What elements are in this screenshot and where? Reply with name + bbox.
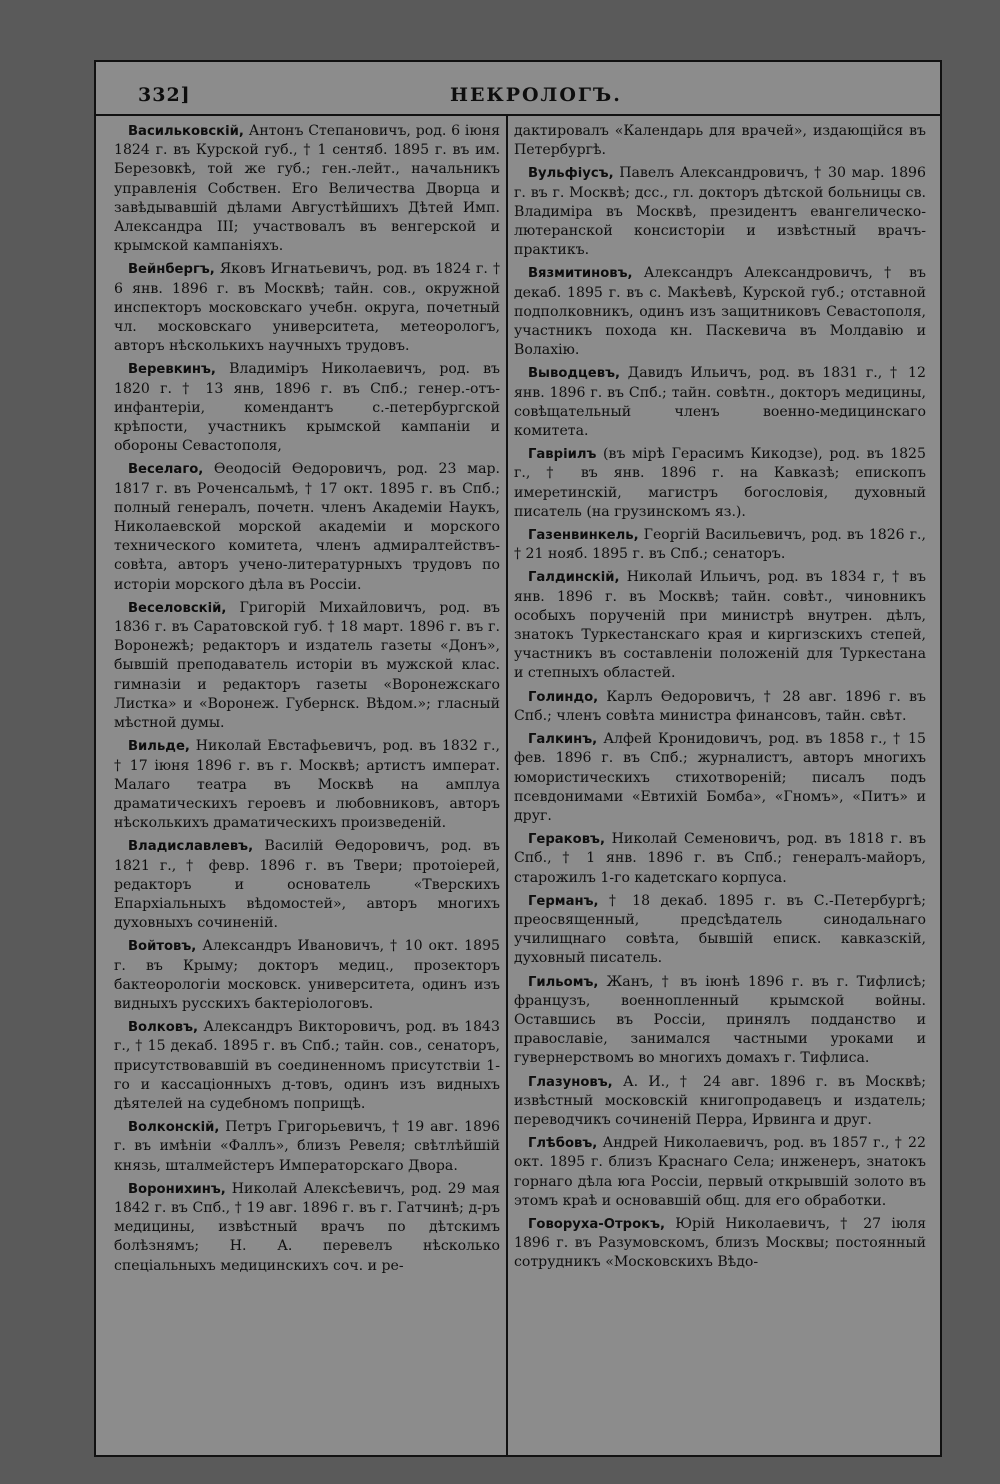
entry-text: Александръ Ивановичъ, † 10 окт. 1895 г. въ Крыму; докторъ медиц., прозекторъ бактеорологіи московск. университета, одинъ изъ видныхъ русскихъ бактеріологовъ. [114,938,500,1012]
entry-headword: Гавріилъ [528,447,597,463]
obituary-entry [514,445,926,522]
entry-text: Петръ Григорьевичъ, † 19 авг. 1896 г. въ имѣніи «Фаллъ», близъ Ревеля; свѣтлѣйшій князь, шталмейстеръ Императорскаго Двора. [114,1119,500,1174]
obituary-entry [514,1134,926,1211]
entry-headword: Галкинъ, [528,732,598,748]
scan-margin [0,1457,1000,1484]
entry-text: † 18 декаб. 1895 г. въ С.-Петербургѣ; преосвященный, предсѣдатель синодальнаго училищнаго совѣта, бывшій еписк. кавказскій, духовный писатель. [514,892,926,967]
entry-headword: Войтовъ, [128,939,197,955]
entry-headword: Владиславлевъ, [128,839,254,855]
entry-text: Николай Алексѣевичъ, род. 29 мая 1842 г. въ Спб., † 19 авг. 1896 г. въ г. Гатчинѣ; д-ръ медицины, извѣстный врачъ по дѣтскимъ болѣзнямъ; Н. А. перевелъ нѣсколько спеціальныхъ медицинскихъ соч. и ре- [114,1180,500,1274]
obituary-entry [514,730,926,826]
entry-text: Григорій Михайловичъ, род. въ 1836 г. въ Саратовской губ. † 18 март. 1896 г. въ г. Воронежѣ; редакторъ и издатель газеты «Донъ», бывшій преподаватель исторіи въ мужской клас. гимназіи и редакторъ газеты «Воронежскаго Листка» и «Воронеж. Губернск. Вѣдом.»; гласный мѣстной думы. [114,599,500,732]
entry-text: Андрей Николаевичъ, род. въ 1857 г., † 22 окт. 1895 г. близъ Краснаго Села; инженеръ, знатокъ горнаго дѣла юга Россіи, первый открывшій золото въ этомъ краѣ и основавшій общ. для его обработки. [514,1135,926,1209]
entry-headword: Германъ, [528,893,599,909]
obituary-entry [514,264,926,360]
entry-headword: Голиндо, [528,689,599,705]
entry-headword: Вильде, [128,739,190,755]
obituary-entry [514,892,926,969]
entry-headword: Глазуновъ, [528,1074,613,1090]
entry-headword: Газенвинкель, [528,528,639,544]
entry-text: Николай Евстафьевичъ, род. въ 1832 г., † 17 іюня 1896 г. въ г. Москвѣ; артистъ императ. Малаго театра въ Москвѣ на амплуа драматическихъ героевъ и любовниковъ, авторъ нѣсколькихъ драматическихъ произведеній. [114,738,500,832]
obituary-entry [114,1018,500,1114]
entry-text: Павелъ Александровичъ, † 30 мар. 1896 г. въ г. Москвѣ; дсс., гл. докторъ дѣтской больницы св. Владиміра въ Москвѣ, президентъ евангелическо-лютеранской консисторіи и извѣстный врачъ-практикъ. [514,165,926,259]
entry-headword: Воронихинъ, [128,1181,226,1197]
obituary-entry [514,364,926,441]
entry-headword: Говоруха-Отрокъ, [528,1216,666,1232]
entry-text: дактировалъ «Календарь для врачей», издающійся въ Петербургѣ. [514,123,926,159]
book-page [94,60,942,1457]
entry-headword: Веревкинъ, [128,362,216,378]
entry-headword: Волконскій, [128,1120,220,1136]
entry-headword: Глѣбовъ, [528,1136,598,1152]
entry-headword: Вейнбергъ, [128,262,215,278]
entry-text: Александръ Викторовичъ, род. въ 1843 г., † 15 декаб. 1895 г. въ Спб.; тайн. сов., сенаторъ, присутствовавшій въ соединенномъ присутствіи 1-го и кассаціонныхъ д-товъ, одинъ изъ видныхъ дѣятелей на судебномъ поприщѣ. [114,1019,500,1112]
page-header [96,62,940,112]
header-rule [96,114,940,116]
obituary-entry [514,122,926,160]
entry-text: Алфей Кронидовичъ, род. въ 1858 г., † 15 фев. 1896 г. въ Спб.; журналистъ, авторъ многихъ юмористическихъ стихотвореній; писалъ подъ псевдонимами «Евтихій Бомба», «Гномъ», «Питъ» и друг. [514,731,926,824]
obituary-entry [514,973,926,1069]
entry-text: Николай Семеновичъ, род. въ 1818 г. въ Спб., † 1 янв. 1896 г. въ Спб.; генералъ-майоръ, старожилъ 1-го кадетскаго корпуса. [514,831,926,886]
obituary-entry [114,599,500,733]
entry-text: Антонъ Степановичъ, род. 6 іюня 1824 г. въ Курской губ., † 1 сентяб. 1895 г. въ им. Березовкѣ, той же губ.; ген.-лейт., начальникъ управленія Собствен. Его Величества Дворца и завѣдывавшій дѣлами Августѣйшихъ Дѣтей Имп. Александра III; участвовалъ въ венгерской и крымской кампаніяхъ. [114,123,500,255]
obituary-entry [114,460,500,594]
obituary-entry [514,526,926,564]
entry-headword: Волковъ, [128,1020,199,1036]
obituary-entry [514,830,926,888]
obituary-entry [114,837,500,933]
obituary-entry [114,937,500,1014]
entry-headword: Выводцевъ, [528,366,621,382]
obituary-entry [114,360,500,456]
obituary-entry [114,1180,500,1276]
entry-headword: Вульфіусъ, [528,166,614,182]
entry-text: А. И., † 24 авг. 1896 г. въ Москвѣ; извѣстный московскій книгопродавецъ и издатель; переводчикъ сочиненій Перра, Ирвинга и друг. [514,1073,926,1128]
entry-text: Карлъ Ѳедоровичъ, † 28 авг. 1896 г. въ Спб.; членъ совѣта министра финансовъ, тайн. свѣт. [514,688,926,724]
column-divider [506,116,508,1457]
entry-headword: Веселаго, [128,462,204,478]
obituary-entry [514,1215,926,1273]
entry-text: Николай Ильичъ, род. въ 1834 г, † въ янв. 1896 г. въ Москвѣ; тайн. совѣт., чиновникъ особыхъ порученій при министрѣ внутрен. дѣлъ, знатокъ Туркестанскаго края и киргизскихъ степей, участникъ въ составленіи положеній для Туркестана и степныхъ областей. [514,569,926,682]
obituary-entry [514,1073,926,1131]
obituary-entry [114,122,500,256]
entry-headword: Веселовскій, [128,600,227,616]
entry-text: Юрій Николаевичъ, † 27 іюля 1896 г. въ Разумовскомъ, близъ Москвы; постоянный сотрудникъ «Московскихъ Вѣдо- [514,1215,926,1271]
left-column [114,122,500,1452]
obituary-entry [114,737,500,833]
entry-text: Яковъ Игнатьевичъ, род. въ 1824 г. † 6 янв. 1896 г. въ Москвѣ; тайн. сов., окружной инспекторъ московскаго учебн. округа, почетный чл. московскаго университета, метеорологъ, авторъ нѣсколькихъ научныхъ трудовъ. [114,261,500,355]
entry-text: Георгій Васильевичъ, род. въ 1826 г., † 21 нояб. 1895 г. въ Спб.; сенаторъ. [514,527,926,563]
running-title: НЕКРОЛОГЪ. [450,84,622,106]
obituary-entry [514,568,926,683]
right-column [514,122,926,1452]
entry-text: Давидъ Ильичъ, род. въ 1831 г., † 12 янв. 1896 г. въ Спб.; тайн. совѣтн., докторъ медицины, совѣщательный членъ военно-медицинскаго комитета. [514,365,926,440]
entry-headword: Вязмитиновъ, [528,266,633,282]
obituary-entry [514,688,926,726]
entry-headword: Гильомъ, [528,974,599,990]
entry-text: Ѳеодосій Ѳедоровичъ, род. 23 мар. 1817 г. въ Роченсальмѣ, † 17 окт. 1895 г. въ Спб.; полный генералъ, почетн. членъ Академіи Наукъ, Николаевской морской академіи и морского технического комитета, членъ адмиралтействъ-совѣта, авторъ учено-литературныхъ трудовъ по исторіи морского дѣла въ Россіи. [114,461,500,593]
entry-text: Жанъ, † въ іюнѣ 1896 г. въ г. Тифлисѣ; французъ, военнопленный крымской войны. Оставшись въ Россіи, принялъ подданство и православіе, занимался частными уроками и гувернерствомъ во многихъ домахъ г. Тифлиса. [514,973,926,1067]
entry-headword: Гераковъ, [528,832,605,848]
entry-headword: Галдинскій, [528,570,620,586]
obituary-entry [114,260,500,356]
entry-text: (въ мірѣ Герасимъ Кикодзе), род. въ 1825 г., † въ янв. 1896 г. на Кавказѣ; епископъ имеретинскій, магистръ богословія, духовный писатель (на грузинскомъ яз.). [514,446,926,520]
obituary-entry [514,164,926,260]
entry-text: Владиміръ Николаевичъ, род. въ 1820 г. † 13 янв, 1896 г. въ Спб.; генер.-отъ-инфантеріи, комендантъ с.-петербургской крѣпости, участникъ крымской кампаніи и обороны Севастополя, [114,361,500,455]
entry-headword: Васильковскій, [128,124,244,139]
entry-text: Александръ Александровичъ, † въ декаб. 1895 г. въ с. Макѣевѣ, Курской губ.; отставной подполковникъ, одинъ изъ защитниковъ Севастополя, участникъ похода кн. Паскевича въ Молдавію и Волахію. [514,265,926,359]
page-number: 332] [138,84,191,106]
obituary-entry [114,1118,500,1176]
entry-text: Василій Ѳедоровичъ, род. въ 1821 г., † февр. 1896 г. въ Твери; протоіерей, редакторъ и основатель «Тверскихъ Епархіальныхъ вѣдомостей», авторъ многихъ духовныхъ сочиненій. [114,838,500,932]
